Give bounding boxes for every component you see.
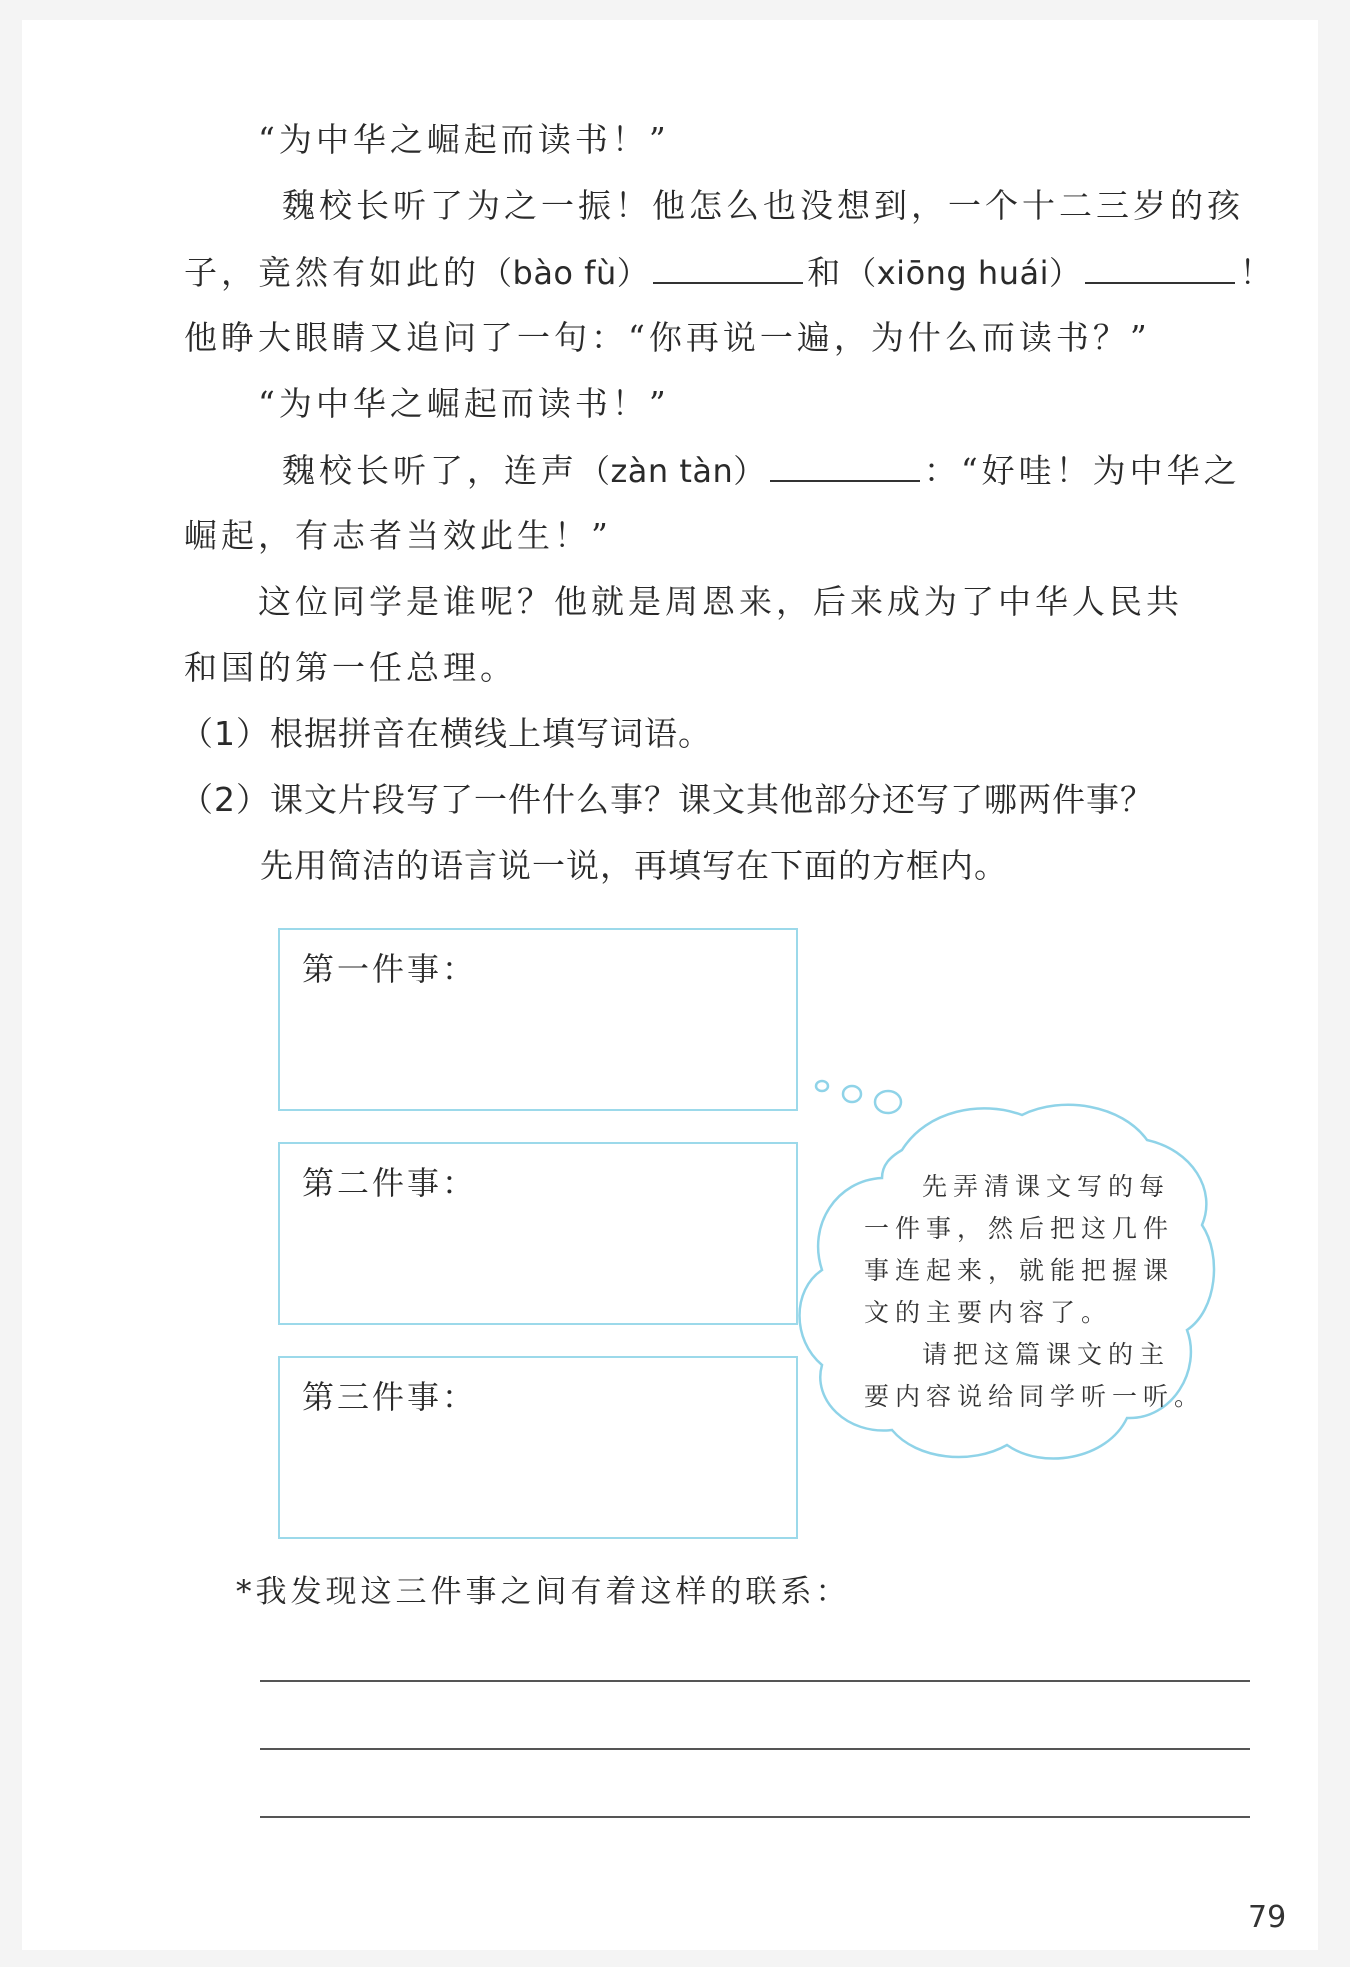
pinyin-bao-fu: （bào fù） bbox=[480, 254, 650, 292]
answer-line-3[interactable] bbox=[260, 1816, 1250, 1818]
thought-dot-large bbox=[875, 1091, 901, 1113]
passage-line-2: 魏校长听了为之一振！他怎么也没想到，一个十二三岁的孩 bbox=[282, 186, 1244, 225]
tip-line-4: 文的主要内容了。 bbox=[864, 1298, 1113, 1327]
answer-box-first-label: 第一件事： bbox=[302, 950, 478, 988]
passage-line-6 bbox=[282, 450, 1241, 491]
answer-line-2[interactable] bbox=[260, 1748, 1250, 1750]
workbook-page bbox=[22, 20, 1318, 1950]
connection-prompt: *我发现这三件事之间有着这样的联系： bbox=[236, 1574, 851, 1610]
passage-line-8: 这位同学是谁呢？他就是周恩来，后来成为了中华人民共 bbox=[258, 582, 1183, 621]
thought-dot-medium bbox=[843, 1086, 861, 1102]
passage-line-3-end: ！ bbox=[1239, 253, 1277, 292]
question-1: （1）根据拼音在横线上填写词语。 bbox=[180, 714, 712, 753]
blank-answer-3[interactable] bbox=[770, 450, 920, 482]
passage-line-6-text-a: 魏校长听了，连声 bbox=[282, 451, 578, 490]
tip-line-6: 要内容说给同学听一听。 bbox=[864, 1382, 1206, 1411]
passage-line-5: “为中华之崛起而读书！” bbox=[258, 384, 670, 423]
passage-line-9: 和国的第一任总理。 bbox=[184, 648, 517, 687]
pinyin-zan-tan: （zàn tàn） bbox=[578, 452, 766, 490]
answer-line-1[interactable] bbox=[260, 1680, 1250, 1682]
passage-line-7: 崛起，有志者当效此生！” bbox=[184, 516, 612, 555]
question-2-line-1: （2）课文片段写了一件什么事？课文其他部分还写了哪两件事？ bbox=[180, 780, 1154, 819]
answer-box-first-event[interactable] bbox=[278, 928, 798, 1111]
passage-line-6-text-b: ：“好哇！为中华之 bbox=[923, 451, 1241, 490]
thought-dot-small bbox=[816, 1081, 828, 1091]
tip-line-1: 先弄清课文写的每 bbox=[922, 1172, 1171, 1201]
passage-line-3 bbox=[184, 252, 1276, 293]
tip-line-5: 请把这篇课文的主 bbox=[922, 1340, 1171, 1369]
answer-box-second-event[interactable] bbox=[278, 1142, 798, 1325]
page-number: 79 bbox=[1248, 1900, 1287, 1935]
answer-box-third-label: 第三件事： bbox=[302, 1378, 478, 1416]
passage-line-3-text-a: 子，竟然有如此的 bbox=[184, 253, 480, 292]
blank-answer-1[interactable] bbox=[653, 252, 803, 284]
answer-box-third-event[interactable] bbox=[278, 1356, 798, 1539]
question-2-line-2: 先用简洁的语言说一说，再填写在下面的方框内。 bbox=[260, 846, 1008, 885]
passage-line-4: 他睁大眼睛又追问了一句：“你再说一遍，为什么而读书？” bbox=[184, 318, 1151, 357]
tip-line-2: 一件事，然后把这几件 bbox=[864, 1214, 1175, 1243]
blank-answer-2[interactable] bbox=[1085, 252, 1235, 284]
answer-box-second-label: 第二件事： bbox=[302, 1164, 478, 1202]
passage-line-3-text-b: 和 bbox=[807, 253, 845, 292]
pinyin-xiong-huai: （xiōng huái） bbox=[844, 254, 1082, 292]
tip-line-3: 事连起来，就能把握课 bbox=[864, 1256, 1175, 1285]
passage-line-1: “为中华之崛起而读书！” bbox=[258, 120, 670, 159]
